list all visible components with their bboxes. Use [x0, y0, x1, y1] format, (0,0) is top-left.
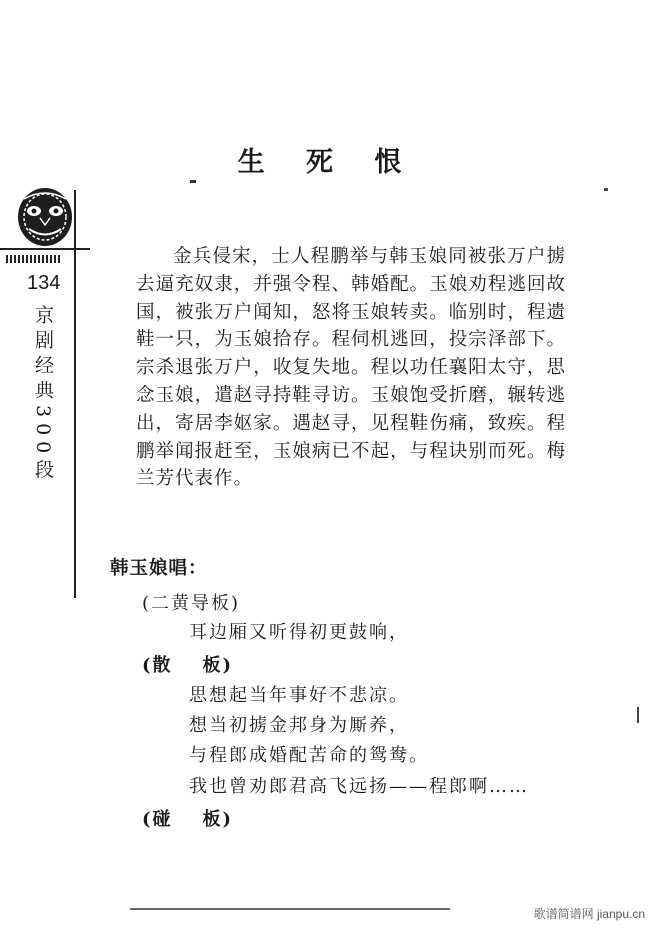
watermark: 歌谱简谱网 jianpu.cn [533, 907, 645, 921]
synopsis-paragraph: 金兵侵宋，士人程鹏举与韩玉娘同被张万户掳去逼充奴隶，并强令程、韩婚配。玉娘劝程逃回故国，被张万户闻知，怒将玉娘转卖。临别时，程遗鞋一只，为玉娘拾存。程伺机逃回，投宗泽部下。宗杀退张万户，收复失地。程以功任襄阳太守，思念玉娘，遣赵寻持鞋寻访。玉娘饱受折磨，辗转逃出，寄居李妪家。遇赵寻，见程鞋伤痛，致疾。程鹏举闻报赶至，玉娘病已不起，与程诀别而死。梅兰芳代表作。 [136, 246, 566, 490]
book-title-vertical: 京剧经典300段 [32, 305, 54, 485]
tempo-marking: (二黄导板) [142, 593, 241, 614]
page-number: 134 [27, 272, 61, 294]
dotted-rule [6, 255, 61, 263]
lyric-line: 我也曾劝郎君高飞远扬——程郎啊…… [189, 776, 529, 797]
tempo-marking [142, 651, 233, 677]
tempo-marking [142, 805, 233, 831]
page-title: 生 死 恨 [237, 147, 418, 178]
lyric-line: 与程郎成婚配苦命的鸳鸯。 [189, 745, 429, 766]
lyric-line: 思想起当年事好不悲凉。 [189, 685, 409, 706]
scan-mark [637, 707, 639, 723]
header-rule [0, 248, 90, 250]
tempo-marking-part: (散 [142, 655, 173, 676]
scan-mark [604, 188, 608, 191]
speaker-label: 韩玉娘唱： [110, 558, 208, 579]
lyric-line: 想当初掳金邦身为厮养， [189, 715, 409, 736]
lyric-line: 耳边厢又听得初更鼓响， [189, 622, 409, 643]
bottom-rule [130, 908, 450, 910]
margin-rule [74, 190, 76, 598]
mask-logo-icon [14, 185, 76, 253]
tempo-marking-part: 板) [202, 809, 234, 830]
tempo-marking-part: (碰 [142, 809, 173, 830]
scan-mark [190, 180, 196, 183]
tempo-marking-part: 板) [202, 655, 234, 676]
